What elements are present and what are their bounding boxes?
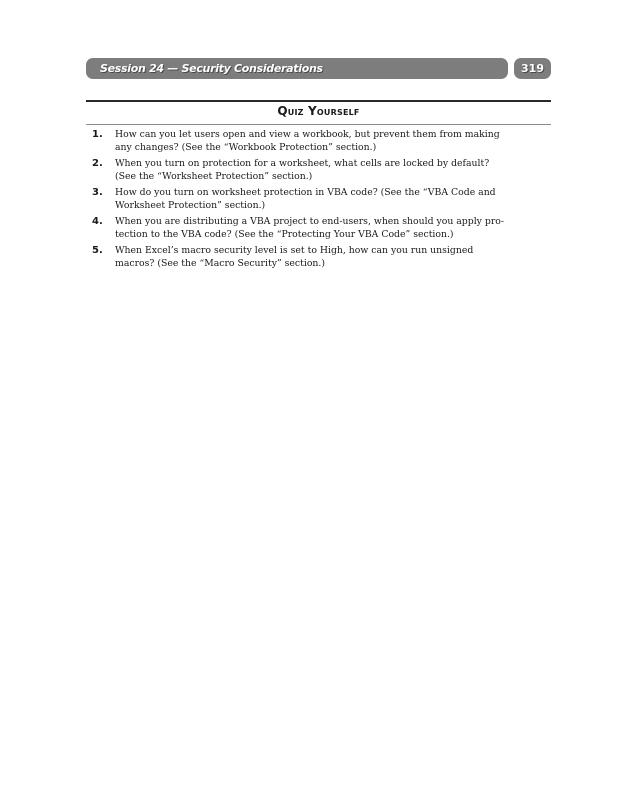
- quiz-item-line: When Excel’s macro security level is set to High, how can you run unsigned: [115, 245, 474, 256]
- quiz-item-line: How do you turn on worksheet protection in VBA code? (See the “VBA Code and: [115, 187, 496, 198]
- quiz-item-number: 1.: [92, 129, 103, 140]
- quiz-item: [92, 244, 532, 270]
- page-number: 319: [521, 62, 544, 75]
- quiz-item-text: [115, 186, 532, 212]
- quiz-item-text: [115, 244, 532, 270]
- quiz-item-number: 4.: [92, 216, 103, 227]
- section-bottom-rule: [86, 124, 551, 125]
- quiz-item-text: [115, 128, 532, 154]
- quiz-item: [92, 157, 532, 183]
- quiz-item-line: macros? (See the “Macro Security” section.): [115, 258, 326, 269]
- quiz-item-line: When you turn on protection for a worksheet, what cells are locked by default?: [115, 158, 490, 169]
- quiz-item-line: any changes? (See the “Workbook Protection” section.): [115, 142, 377, 153]
- quiz-item-number: 2.: [92, 158, 103, 169]
- quiz-list: [92, 128, 532, 273]
- quiz-item-line: When you are distributing a VBA project to end-users, when should you apply pro-: [115, 216, 505, 227]
- session-title: Session 24 — Security Considerations: [100, 62, 323, 75]
- quiz-item-line: Worksheet Protection” section.): [115, 200, 266, 211]
- running-head: [86, 58, 508, 79]
- quiz-item-text: [115, 157, 532, 183]
- page-number-badge: [514, 58, 551, 79]
- quiz-item-line: (See the “Worksheet Protection” section.): [115, 171, 313, 182]
- quiz-item-line: tection to the VBA code? (See the “Protecting Your VBA Code” section.): [115, 229, 454, 240]
- quiz-item: [92, 215, 532, 241]
- section-top-rule: [86, 100, 551, 102]
- quiz-item: [92, 128, 532, 154]
- quiz-item-text: [115, 215, 532, 241]
- quiz-item-line: How can you let users open and view a workbook, but prevent them from making: [115, 129, 500, 140]
- section-title: Quiz Yourself: [277, 104, 360, 118]
- quiz-item: [92, 186, 532, 212]
- quiz-item-number: 3.: [92, 187, 103, 198]
- quiz-item-number: 5.: [92, 245, 103, 256]
